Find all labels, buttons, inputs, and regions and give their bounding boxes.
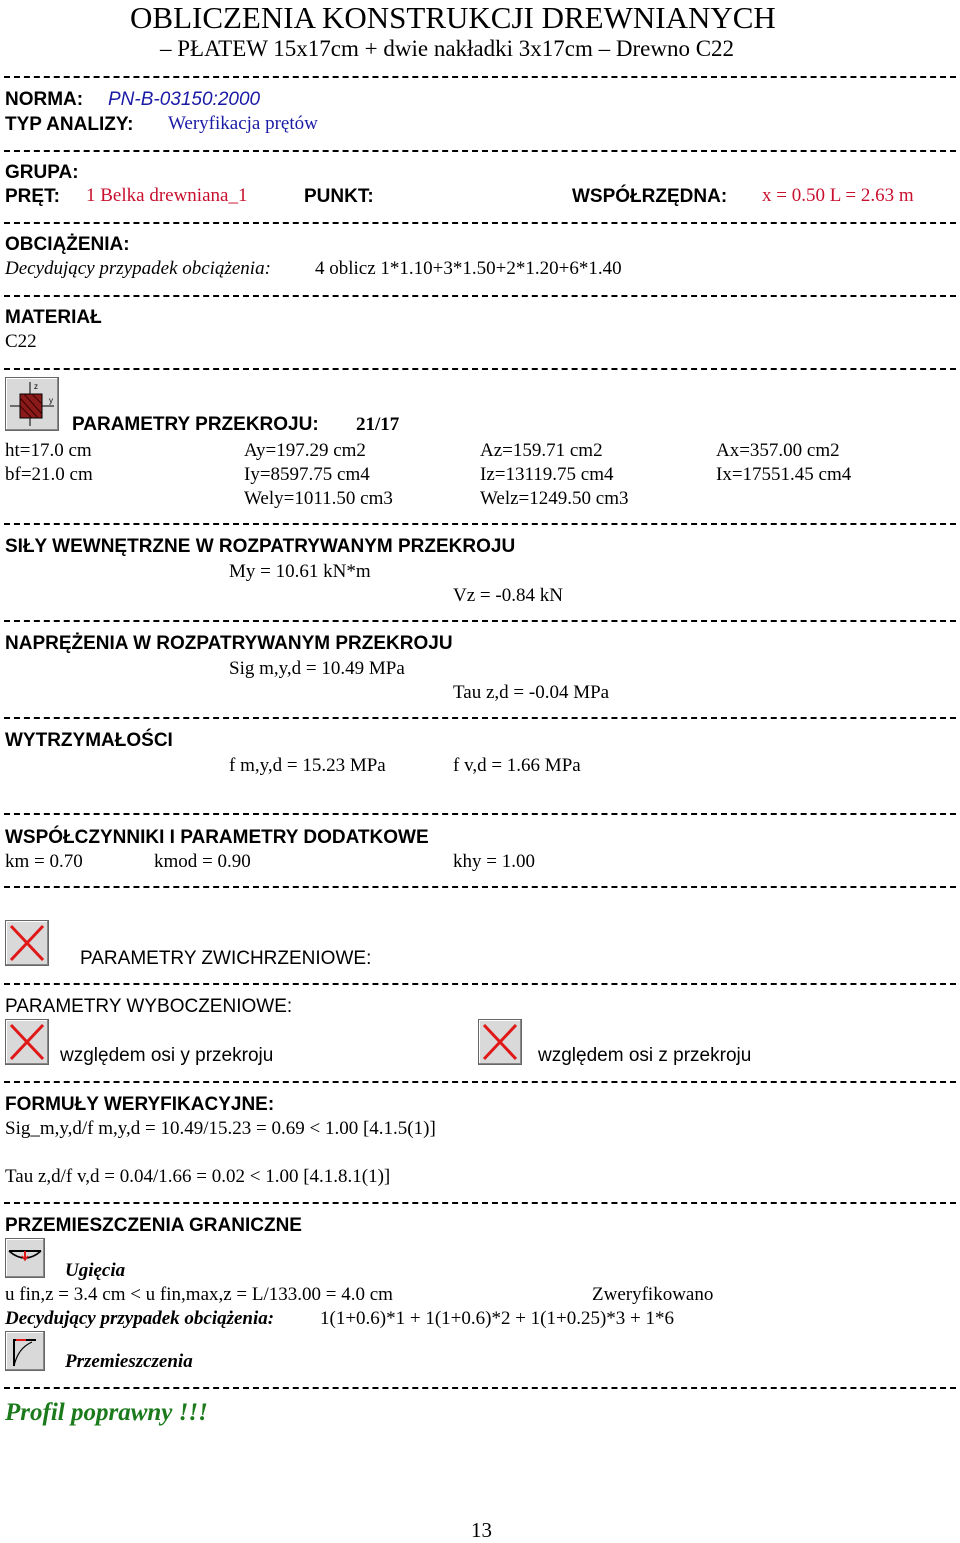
- przekroj-value: 21/17: [356, 414, 400, 435]
- sily-my: My = 10.61 kN*m: [229, 561, 371, 582]
- sily-label: SIŁY WEWNĘTRZNE W ROZPATRYWANYM PRZEKROJU: [5, 536, 516, 557]
- status-zweryfikowano: Zweryfikowano: [592, 1284, 714, 1305]
- formula-2: Tau z,d/f v,d = 0.04/1.66 = 0.02 < 1.00 [4.1.8.1(1)]: [5, 1166, 391, 1187]
- wyboczenie-label: PARAMETRY WYBOCZENIOWE:: [5, 996, 293, 1017]
- norma-label: NORMA:: [5, 89, 84, 110]
- section-param: Iy=8597.75 cm4: [244, 464, 370, 485]
- naprezenia-sig: Sig m,y,d = 10.49 MPa: [229, 658, 405, 679]
- divider: [4, 368, 956, 370]
- section-param: Iz=13119.75 cm4: [480, 464, 614, 485]
- cross-mark-icon: [478, 1019, 522, 1065]
- wspolczynnik-kmod: kmod = 0.90: [154, 851, 251, 872]
- naprezenia-tau: Tau z,d = -0.04 MPa: [453, 682, 610, 703]
- ufin-value: u fin,z = 3.4 cm < u fin,max,z = L/133.00 = 4.0 cm: [5, 1284, 393, 1305]
- wyboczenie-y: względem osi y przekroju: [60, 1045, 274, 1066]
- wspolczynniki-label: WSPÓŁCZYNNIKI I PARAMETRY DODATKOWE: [5, 827, 429, 848]
- analiza-value: Weryfikacja prętów: [168, 113, 318, 134]
- wspolczynnik-km: km = 0.70: [5, 851, 83, 872]
- deflection-icon: [5, 1238, 45, 1278]
- pret-label: PRĘT:: [5, 186, 60, 207]
- section-param: Ax=357.00 cm2: [716, 440, 840, 461]
- displacement-icon: [5, 1331, 45, 1371]
- zwichrzenie-label: PARAMETRY ZWICHRZENIOWE:: [80, 948, 372, 969]
- wspolczynnik-khy: khy = 1.00: [453, 851, 535, 872]
- section-param: bf=21.0 cm: [5, 464, 93, 485]
- cross-mark-icon: [5, 920, 49, 966]
- section-param: Ay=197.29 cm2: [244, 440, 366, 461]
- przemieszczenia-label-2: Przemieszczenia: [65, 1351, 193, 1372]
- section-param: Wely=1011.50 cm3: [244, 488, 393, 509]
- document-title: OBLICZENIA KONSTRUKCJI DREWNIANYCH: [130, 0, 776, 35]
- divider: [4, 717, 956, 719]
- divider: [4, 76, 956, 78]
- sily-vz: Vz = -0.84 kN: [453, 585, 563, 606]
- przemieszczenia-case-value: 1(1+0.6)*1 + 1(1+0.6)*2 + 1(1+0.25)*3 + 1*6: [320, 1308, 675, 1329]
- analiza-label: TYP ANALIZY:: [5, 114, 134, 135]
- wyboczenie-z: względem osi z przekroju: [538, 1045, 752, 1066]
- wspolrzedna-value: x = 0.50 L = 2.63 m: [762, 185, 914, 206]
- divider: [4, 620, 956, 622]
- punkt-label: PUNKT:: [304, 186, 374, 207]
- divider: [4, 1081, 956, 1083]
- material-label: MATERIAŁ: [5, 307, 102, 328]
- przekroj-label: PARAMETRY PRZEKROJU:: [72, 414, 319, 435]
- obciazenia-case-value: 4 oblicz 1*1.10+3*1.50+2*1.20+6*1.40: [315, 258, 622, 279]
- ugiecia-label: Ugięcia: [65, 1260, 126, 1281]
- divider: [4, 1202, 956, 1204]
- obciazenia-case-label: Decydujący przypadek obciążenia:: [5, 258, 271, 279]
- wytrzymalosci-label: WYTRZYMAŁOŚCI: [5, 730, 173, 751]
- divider: [4, 983, 956, 985]
- material-value: C22: [5, 331, 37, 352]
- formula-1: Sig_m,y,d/f m,y,d = 10.49/15.23 = 0.69 < 1.00 [4.1.5(1)]: [5, 1118, 436, 1139]
- page-number: 13: [471, 1518, 492, 1542]
- przemieszczenia-case-label: Decydujący przypadek obciążenia:: [5, 1308, 275, 1329]
- wytrzymalosci-fv: f v,d = 1.66 MPa: [453, 755, 581, 776]
- cross-mark-icon: [5, 1019, 49, 1065]
- svg-text:z: z: [34, 382, 38, 391]
- divider: [4, 813, 956, 815]
- divider: [4, 1387, 956, 1389]
- divider: [4, 886, 956, 888]
- divider: [4, 295, 956, 297]
- pret-value: 1 Belka drewniana_1: [86, 185, 248, 206]
- section-param: Ix=17551.45 cm4: [716, 464, 852, 485]
- svg-text:y: y: [49, 396, 53, 405]
- divider: [4, 523, 956, 525]
- section-param: ht=17.0 cm: [5, 440, 92, 461]
- formuly-label: FORMUŁY WERYFIKACYJNE:: [5, 1094, 275, 1115]
- przemieszczenia-label: PRZEMIESZCZENIA GRANICZNE: [5, 1215, 302, 1236]
- document-subtitle: – PŁATEW 15x17cm + dwie nakładki 3x17cm – Drewno C22: [160, 36, 735, 61]
- wspolrzedna-label: WSPÓŁRZĘDNA:: [572, 186, 728, 207]
- divider: [4, 222, 956, 224]
- cross-section-icon: [5, 377, 59, 431]
- grupa-label: GRUPA:: [5, 162, 79, 183]
- wytrzymalosci-fm: f m,y,d = 15.23 MPa: [229, 755, 386, 776]
- result-message: Profil poprawny !!!: [5, 1399, 208, 1426]
- obciazenia-label: OBCIĄŻENIA:: [5, 234, 130, 255]
- norma-value: PN-B-03150:2000: [108, 89, 261, 110]
- divider: [4, 150, 956, 152]
- section-param: Az=159.71 cm2: [480, 440, 603, 461]
- section-param: Welz=1249.50 cm3: [480, 488, 629, 509]
- naprezenia-label: NAPRĘŻENIA W ROZPATRYWANYM PRZEKROJU: [5, 633, 453, 654]
